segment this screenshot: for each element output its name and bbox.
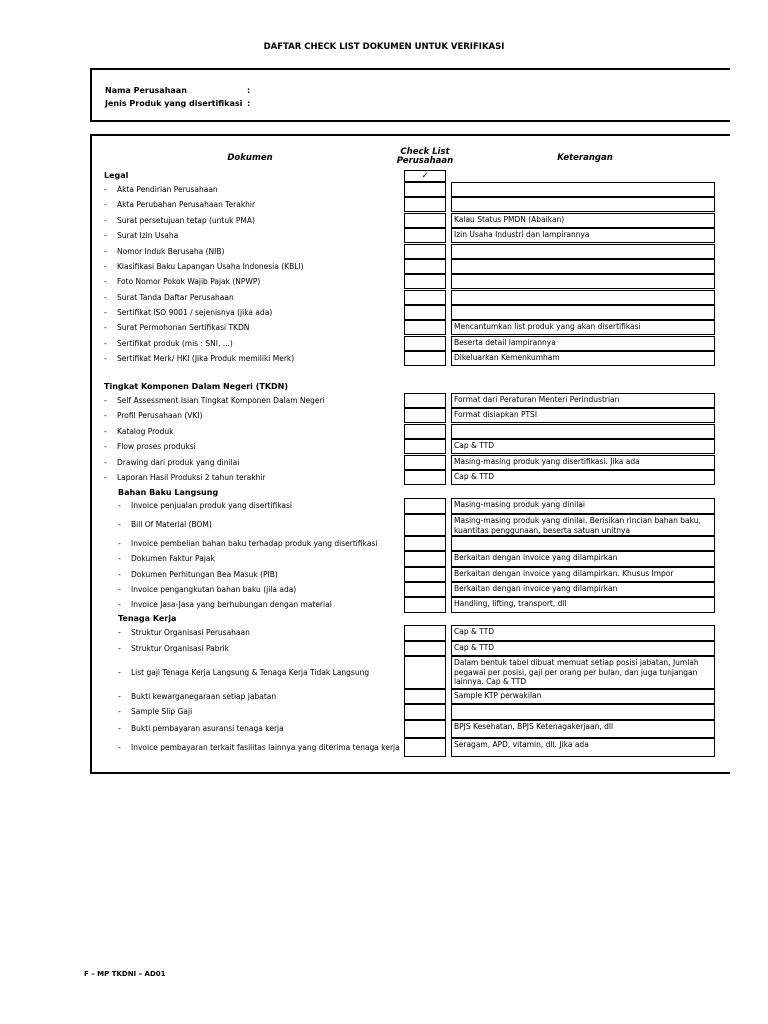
keterangan-cell[interactable]: Masing-masing produk yang dinilai (451, 498, 715, 514)
checklist-item-label: Invoice penjualan produk yang disertifikasi (131, 501, 293, 510)
checklist-item (118, 628, 250, 637)
keterangan-cell[interactable]: BPJS Kesehatan, BPJS Ketenagakerjaan, dll (451, 720, 715, 738)
checklist-item-label: Invoice pengangkutan bahan baku (jila ada) (131, 585, 297, 594)
checklist-item (118, 692, 277, 701)
bullet-dash: - (118, 692, 121, 701)
company-info-box (90, 68, 730, 122)
keterangan-cell[interactable] (451, 197, 715, 212)
checklist-item-label: Invoice pembayaran terkait fasilitas lainnya yang diterima tenaga kerja (131, 743, 400, 752)
checklist-item-label: Foto Nomor Pokok Wajib Pajak (NPWP) (117, 277, 261, 286)
check-box[interactable] (404, 228, 446, 243)
col-header-keterangan: Keterangan (557, 153, 613, 163)
checklist-item-label: Klasifikasi Baku Lapangan Usaha Indonesia (KBLI) (117, 262, 304, 271)
checklist-item-label: Surat Izin Usaha (117, 231, 179, 240)
keterangan-cell[interactable] (451, 182, 715, 197)
keterangan-cell[interactable]: Format disiapkan PTSI (451, 408, 715, 423)
check-box[interactable] (404, 439, 446, 454)
checklist-item (104, 354, 295, 363)
checklist-item-label: Dokumen Faktur Pajak (131, 554, 215, 563)
checklist-item (118, 600, 332, 609)
checklist-item (118, 707, 193, 716)
product-type-label: Jenis Produk yang disertifikasi (105, 99, 243, 108)
checklist-item-label: Akta Pendirian Perusahaan (117, 185, 218, 194)
bullet-dash: - (104, 216, 107, 225)
company-name-label: Nama Perusahaan (105, 86, 187, 95)
checklist-item (104, 339, 233, 348)
checklist-item-label: Dokumen Perhitungan Bea Masuk (PIB) (131, 570, 278, 579)
checklist-item (118, 743, 400, 752)
check-box[interactable] (404, 351, 446, 366)
keterangan-cell[interactable] (451, 259, 715, 274)
check-box[interactable] (404, 720, 446, 738)
check-box[interactable] (404, 393, 446, 408)
check-box[interactable] (404, 625, 446, 641)
bullet-dash: - (104, 396, 107, 405)
check-box[interactable] (404, 582, 446, 597)
checklist-item (104, 427, 174, 436)
keterangan-cell[interactable]: Cap & TTD (451, 439, 715, 454)
checklist-item (118, 501, 293, 510)
keterangan-cell[interactable] (451, 290, 715, 305)
keterangan-cell[interactable] (451, 536, 715, 551)
check-box[interactable] (404, 244, 446, 259)
bullet-dash: - (104, 411, 107, 420)
checklist-item-label: List gaji Tenaga Kerja Langsung & Tenaga Kerja Tidak Langsung (131, 668, 370, 677)
col-header-check (392, 148, 458, 166)
bullet-dash: - (104, 354, 107, 363)
checklist-item-label: Bukti kewarganegaraan setiap jabatan (131, 692, 277, 701)
check-box[interactable] (404, 656, 446, 689)
checklist-item (104, 293, 234, 302)
checklist-item (118, 539, 378, 548)
checklist-item-label: Sample Slip Gaji (131, 707, 193, 716)
keterangan-cell[interactable] (451, 274, 715, 289)
keterangan-cell[interactable] (451, 424, 715, 439)
keterangan-cell[interactable]: Dalam bentuk tabel dibuat memuat setiap posisi jabatan, Jumlah pegawai per posisi, gaji per orang per bulan, dan juga tunjangan lainnya. Cap & TTD (451, 656, 715, 689)
checklist-item (104, 185, 218, 194)
checklist-item (118, 570, 278, 579)
check-mark-cell[interactable]: ✓ (404, 170, 446, 182)
check-box[interactable] (404, 567, 446, 582)
checklist-item-label: Struktur Organisasi Perusahaan (131, 628, 250, 637)
col-header-check-line2: Perusahaan (396, 156, 454, 166)
section-tkdn: Tingkat Komponen Dalam Negeri (TKDN) (104, 382, 289, 391)
product-type-row (105, 99, 251, 108)
checklist-item (104, 277, 261, 286)
checklist-item (104, 216, 255, 225)
bullet-dash: - (104, 200, 107, 209)
checklist-item (104, 411, 203, 420)
checklist-item (104, 458, 240, 467)
bullet-dash: - (118, 554, 121, 563)
check-box[interactable] (404, 536, 446, 551)
checklist-item (104, 396, 325, 405)
check-box[interactable] (404, 738, 446, 757)
keterangan-cell[interactable]: Cap & TTD (451, 470, 715, 485)
checklist-item-label: Laporan Hasil Produksi 2 tahun terakhir (117, 473, 266, 482)
checklist-item-label: Sertifikat produk (mis : SNI, ...) (117, 339, 233, 348)
bullet-dash: - (118, 707, 121, 716)
bullet-dash: - (118, 570, 121, 579)
bullet-dash: - (104, 308, 107, 317)
bullet-dash: - (118, 539, 121, 548)
check-box[interactable] (404, 424, 446, 439)
keterangan-cell[interactable]: Izin Usaha Industri dan lampirannya (451, 228, 715, 243)
checklist-item-label: Nomor Induk Berusaha (NIB) (117, 247, 225, 256)
checklist-item (104, 200, 256, 209)
keterangan-cell[interactable]: Cap & TTD (451, 625, 715, 641)
checklist-item (104, 231, 179, 240)
bullet-dash: - (104, 247, 107, 256)
bullet-dash: - (118, 501, 121, 510)
keterangan-cell[interactable]: Masing-masing produk yang disertifikasi. Jika ada (451, 455, 715, 470)
bullet-dash: - (104, 458, 107, 467)
bullet-dash: - (104, 231, 107, 240)
checklist-item (104, 247, 225, 256)
checklist-item (118, 668, 370, 677)
keterangan-cell[interactable]: Dikeluarkan Kemenkumham (451, 351, 715, 366)
checklist-item (104, 262, 304, 271)
bullet-dash: - (118, 724, 121, 733)
checklist-item-label: Profil Perusahaan (VKI) (117, 411, 203, 420)
checklist-item (104, 308, 273, 317)
checklist-item-label: Bukti pembayaran asuransi tenaga kerja (131, 724, 284, 733)
check-box[interactable] (404, 259, 446, 274)
keterangan-cell[interactable]: Handling, lifting, transport, dll (451, 597, 715, 613)
checklist-item (104, 473, 266, 482)
check-box[interactable] (404, 182, 446, 197)
keterangan-cell[interactable]: Berkaitan dengan invoice yang dilampirkan. Khusus Impor (451, 567, 715, 582)
bullet-dash: - (104, 323, 107, 332)
checklist-item (104, 442, 196, 451)
company-name-row (105, 86, 251, 95)
checklist-item-label: Invoice Jasa-Jasa yang berhubungan dengan material (131, 600, 332, 609)
check-box[interactable] (404, 290, 446, 305)
check-box[interactable] (404, 498, 446, 514)
keterangan-cell[interactable] (451, 244, 715, 259)
check-box[interactable] (404, 274, 446, 289)
keterangan-cell[interactable]: Berkaitan dengan invoice yang dilampirkan (451, 551, 715, 567)
bullet-dash: - (104, 473, 107, 482)
check-box[interactable] (404, 641, 446, 656)
col-header-dokumen: Dokumen (227, 153, 273, 163)
bullet-dash: - (118, 644, 121, 653)
keterangan-cell[interactable]: Seragam, APD, vitamin, dll. Jika ada (451, 738, 715, 757)
bullet-dash: - (118, 520, 121, 529)
bullet-dash: - (104, 293, 107, 302)
section-legal: Legal (104, 171, 129, 180)
checklist-item (118, 585, 297, 594)
checklist-item-label: Invoice pembelian bahan baku terhadap produk yang disertifikasi (131, 539, 378, 548)
check-box[interactable] (404, 597, 446, 613)
checklist-item-label: Bill Of Material (BOM) (131, 520, 212, 529)
checklist-item (118, 724, 284, 733)
checklist-item-label: Sertifikat Merk/ HKI (Jika Produk memiliki Merk) (117, 354, 295, 363)
checklist-item (104, 323, 250, 332)
checklist-item-label: Drawing dari produk yang dinilai (117, 458, 240, 467)
document-title: DAFTAR CHECK LIST DOKUMEN UNTUK VERIFIKASI (263, 42, 505, 52)
check-box[interactable] (404, 197, 446, 212)
bullet-dash: - (118, 585, 121, 594)
checklist-item-label: Surat persetujuan tetap (untuk PMA) (117, 216, 255, 225)
checklist-item-label: Flow proses produksi (117, 442, 196, 451)
check-box[interactable] (404, 320, 446, 335)
checklist-item-label: Self Assessment Isian Tingkat Komponen Dalam Negeri (117, 396, 325, 405)
section-bahan-baku: Bahan Baku Langsung (118, 488, 219, 497)
check-box[interactable] (404, 551, 446, 567)
bullet-dash: - (118, 628, 121, 637)
keterangan-cell[interactable]: Mencantumkan list produk yang akan disertifikasi (451, 320, 715, 335)
checklist-item-label: Sertifikat ISO 9001 / sejenisnya (jika ada) (117, 308, 273, 317)
keterangan-cell[interactable]: Cap & TTD (451, 641, 715, 656)
checklist-item-label: Katalog Produk (117, 427, 174, 436)
check-box[interactable] (404, 336, 446, 351)
bullet-dash: - (104, 442, 107, 451)
bullet-dash: - (118, 743, 121, 752)
keterangan-cell[interactable]: Format dari Peraturan Menteri Perindustrian (451, 393, 715, 408)
check-box[interactable] (404, 213, 446, 228)
keterangan-cell[interactable] (451, 305, 715, 320)
product-type-colon: : (247, 99, 251, 108)
col-header-check-line1: Check List (400, 147, 450, 157)
check-box[interactable] (404, 305, 446, 320)
keterangan-cell[interactable]: Sample KTP perwakilan (451, 689, 715, 704)
checklist-item-label: Surat Tanda Daftar Perusahaan (117, 293, 234, 302)
check-box[interactable] (404, 514, 446, 536)
bullet-dash: - (118, 600, 121, 609)
check-box[interactable] (404, 704, 446, 720)
bullet-dash: - (118, 668, 121, 677)
checklist-item-label: Akta Perubahan Perusahaan Terakhir (117, 200, 256, 209)
bullet-dash: - (104, 339, 107, 348)
check-box[interactable] (404, 408, 446, 423)
checklist-item-label: Struktur Organisasi Pabrik (131, 644, 230, 653)
company-name-colon: : (247, 86, 251, 95)
bullet-dash: - (104, 262, 107, 271)
check-box[interactable] (404, 470, 446, 485)
section-tenaga-kerja: Tenaga Kerja (118, 614, 177, 623)
keterangan-cell[interactable]: Masing-masing produk yang dinilai. Berisikan rincian bahan baku, kuantitas penggunaan, beserta satuan unitnya (451, 514, 715, 536)
checklist-item (118, 554, 215, 563)
bullet-dash: - (104, 185, 107, 194)
bullet-dash: - (104, 277, 107, 286)
checklist-item-label: Surat Permohonan Sertifikasi TKDN (117, 323, 250, 332)
check-box[interactable] (404, 455, 446, 470)
keterangan-cell[interactable]: Berkaitan dengan invoice yang dilampirkan (451, 582, 715, 597)
check-box[interactable] (404, 689, 446, 704)
keterangan-cell[interactable]: Kalau Status PMDN (Abaikan) (451, 213, 715, 228)
keterangan-cell[interactable]: Beserta detail lampirannya (451, 336, 715, 351)
checklist-item (118, 644, 230, 653)
bullet-dash: - (104, 427, 107, 436)
keterangan-cell[interactable] (451, 704, 715, 720)
form-code-footer: F – MP TKDNI – AD01 (84, 970, 166, 978)
checklist-item (118, 520, 212, 529)
